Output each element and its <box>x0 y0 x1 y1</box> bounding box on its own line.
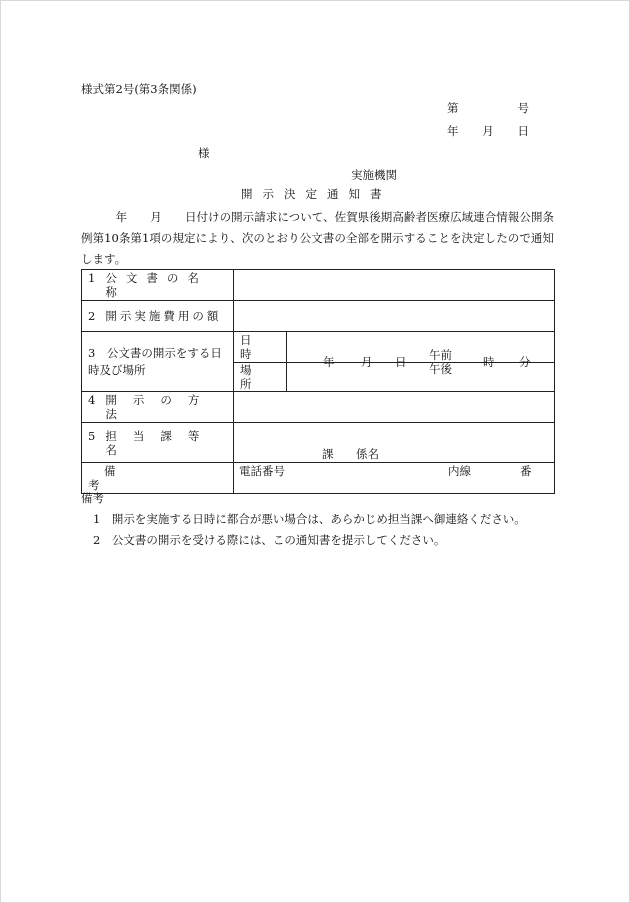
body-paragraph: 年 月 日付けの開示請求について、佐賀県後期高齢者医療広域連合情報公開条例第10条第1項の規定により、次のとおり公文書の全部を開示することを決定したので通知します。 <box>81 210 554 266</box>
table-row <box>82 270 555 301</box>
row-label-text: 開示の方法 <box>105 393 216 421</box>
table-row <box>82 423 555 463</box>
datetime-label: 日時 <box>240 333 266 361</box>
row-number: 5 <box>88 428 96 443</box>
date-month: 月 <box>482 124 494 138</box>
row-label-document-name <box>82 270 234 301</box>
document-title: 開示決定通知書 <box>241 187 392 201</box>
datetime-field[interactable] <box>287 332 555 376</box>
hour-mark: 時 <box>483 355 495 369</box>
issuer-label: 実施機関 <box>351 168 397 182</box>
table-row <box>82 332 555 363</box>
row-label-department <box>82 423 234 463</box>
date-year: 年 <box>447 124 459 138</box>
method-field[interactable] <box>234 392 555 423</box>
fee-field[interactable] <box>234 301 555 332</box>
phone-label: 電話番号 <box>239 463 285 478</box>
table-row <box>82 392 555 423</box>
issue-date <box>447 124 529 138</box>
date-day: 日 <box>517 124 529 138</box>
form-number: 様式第2号(第3条関係) <box>81 82 197 96</box>
row-number: 2 <box>88 309 96 323</box>
row-label-text: 公文書の名称 <box>105 271 208 299</box>
row-label-datetime-place: 3 公文書の開示をする日時及び場所 <box>82 332 234 392</box>
remarks-label: 備考 <box>88 464 192 492</box>
row-number: 4 <box>88 393 96 407</box>
place-label-cell <box>234 363 287 392</box>
year-mark: 年 <box>323 355 335 369</box>
month-mark: 月 <box>361 355 373 369</box>
pm-label: 午後 <box>429 362 452 376</box>
note-item: 2 公文書の開示を受ける際には、この通知書を提示してください。 <box>93 533 446 547</box>
place-label: 場所 <box>240 363 266 391</box>
note-item: 1 開示を実施する日時に都合が悪い場合は、あらかじめ担当課へ御連絡ください。 <box>93 512 526 526</box>
doc-number-suffix: 号 <box>517 101 529 115</box>
row-label-text: 開示実施費用の額 <box>105 309 222 323</box>
department-field[interactable] <box>234 423 555 478</box>
notes-heading: 備考 <box>81 491 104 505</box>
section-mark: 課 <box>322 446 334 461</box>
row-number: 1 <box>88 271 96 285</box>
day-mark: 日 <box>395 355 407 369</box>
addressee-suffix: 様 <box>198 146 210 160</box>
am-label: 午前 <box>429 348 452 362</box>
disclosure-table <box>81 269 555 494</box>
row-label-fee <box>82 301 234 332</box>
document-name-field[interactable] <box>234 270 555 301</box>
document-number <box>447 101 529 115</box>
minute-mark: 分 <box>519 355 531 369</box>
extension-suffix: 番 <box>520 463 532 478</box>
datetime-label-cell <box>234 332 287 363</box>
subsection-mark: 係名 <box>356 446 379 461</box>
extension-label: 内線 <box>448 463 471 478</box>
doc-number-prefix: 第 <box>447 101 459 115</box>
notes-section <box>81 488 526 551</box>
row-label-method <box>82 392 234 423</box>
row-label-text: 担当課等名 <box>105 428 216 457</box>
table-row <box>82 301 555 332</box>
